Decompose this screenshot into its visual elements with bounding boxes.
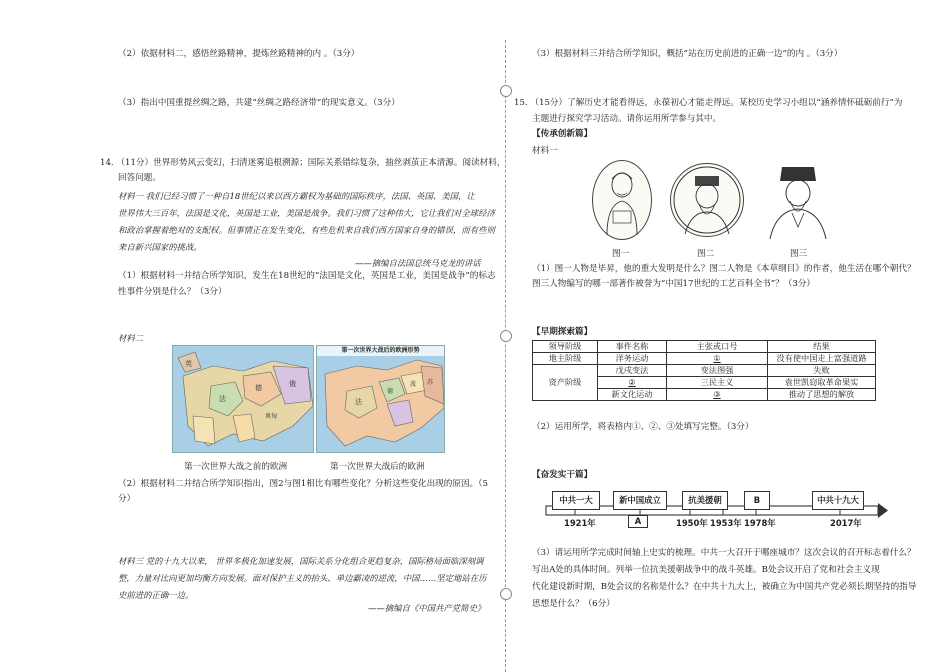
q15-part1-cont: 图三人物编写的哪一部著作被誉为“中国17世纪的工艺百科全书”？（3分）	[532, 279, 816, 289]
table-row	[533, 353, 876, 365]
map-europe-after-ww1	[316, 345, 445, 453]
portrait-bi-sheng	[592, 160, 652, 240]
material3-line3: 史前进的正确一边。	[118, 590, 194, 600]
q14-part2: （2）根据材料二并结合所学知识指出，图2与图1相比有哪些变化？分析这些变化出现的原因。（5	[118, 479, 488, 489]
map2-caption: 第一次世界大战后的欧洲	[330, 462, 425, 472]
portrait-song-yingxing	[762, 157, 834, 239]
map-title: 第一次世界大战后的欧洲形势	[317, 346, 444, 356]
svg-text:法: 法	[219, 395, 226, 403]
q15-part1: （1）图一人物是毕昇，他的重大发明是什么？图二人物是《本草纲目》的作者，他生活在哪个朝代？	[532, 264, 916, 274]
material1-label-right: 材料一	[532, 146, 558, 156]
material3-source: ——摘编自《中国共产党简史》	[368, 603, 486, 613]
timeline-event-box: 抗美援朝	[682, 491, 728, 510]
material3-line1: 材料三 党的十九大以来， 世界多极化加速发展，国际关系分化组合更趋复杂，国际格局面临深刻调	[118, 556, 484, 566]
table-cell: 没有使中国走上富强道路	[768, 353, 876, 365]
table-row	[533, 365, 876, 377]
table-cell: ②	[598, 377, 667, 389]
map-europe-before-ww1	[172, 345, 314, 453]
table-cell: 变法图强	[667, 365, 768, 377]
map1-caption: 第一次世界大战之前的欧洲	[184, 462, 288, 472]
timeline-event-box: 中共十九大	[812, 491, 864, 510]
q15-part3-l2: 写出A处的具体时间。列举一位抗美援朝战争中的战斗英雄。B处会议开启了党和社会主义现	[532, 565, 880, 575]
table-header-cell: 事件名称	[598, 341, 667, 353]
table-cell: ③	[667, 389, 768, 401]
column-divider	[505, 40, 506, 672]
material1-line2: 世界伟大三百年，法国是文化，英国是工业，美国是战争。我们习惯了这种伟大，它让我们对全球经济	[118, 208, 495, 218]
q15-part3-l4: 思想是什么？（6分）	[532, 599, 615, 609]
table-header-cell: 领导阶级	[533, 341, 598, 353]
svg-text:波: 波	[410, 381, 417, 388]
q13-part3: （3）指出中国重提丝绸之路，共建“丝绸之路经济带”的现实意义。（3分）	[118, 98, 400, 108]
timeline-event-box: 中共一大	[552, 491, 600, 510]
timeline-year: 1978年	[744, 518, 776, 528]
material1-line1: 材料一 我们已经习惯了一种自18世纪以来以西方霸权为基础的国际秩序，法国、英国、美国，让	[118, 191, 475, 201]
svg-text:苏: 苏	[427, 379, 434, 386]
timeline-event-box: 新中国成立	[613, 491, 667, 510]
table-cell: 推动了思想的解放	[768, 389, 876, 401]
q14-part1: （1）根据材料一并结合所学知识，发生在18世纪的“法国是文化，英国是工业，美国是战争”的标志	[118, 271, 496, 281]
timeline-year: 1921年	[564, 518, 596, 528]
svg-text:德: 德	[255, 384, 262, 392]
binding-hole	[500, 85, 512, 97]
figure2-label: 图二	[697, 249, 715, 259]
material1-line3: 和政治掌握着绝对的支配权。但事情正在发生变化，有些危机来自我们西方国家自身的错误，而有些则	[118, 225, 495, 235]
q15-heading: 15. （15分）了解历史才能看得远，永葆初心才能走得远。某校历史学习小组以“涵养情怀砥砺前行”为	[514, 98, 903, 108]
timeline-year: 1950年	[676, 518, 708, 528]
table-header-cell: 结果	[768, 341, 876, 353]
q14-part1-cont: 性事件分别是什么？（3分）	[118, 287, 227, 297]
svg-text:德: 德	[387, 388, 394, 395]
figure3-label: 图三	[790, 249, 808, 259]
timeline-year: 2017年	[830, 518, 862, 528]
table-header-cell: 主张或口号	[667, 341, 768, 353]
portrait-li-shizhen	[670, 163, 744, 237]
table-cell: 地主阶级	[533, 353, 598, 365]
timeline-year-a: A	[628, 515, 648, 528]
table-cell: 洋务运动	[598, 353, 667, 365]
q15-part3-l3: 代化建设新时期，B处会议的名称是什么？在中共十九大上，被确立为中国共产党必须长期坚持的指导	[532, 582, 917, 592]
material3-line2: 整，力量对比向更加均衡方向发展。面对保护主义的抬头、单边霸凌的逆流，中国……坚定地站在历	[118, 573, 487, 583]
table-cell: 戊戌变法	[598, 365, 667, 377]
section-inherit-innovate: 【传承创新篇】	[532, 129, 593, 139]
binding-hole	[500, 330, 512, 342]
table-cell: 袁世凯窃取革命果实	[768, 377, 876, 389]
svg-text:俄: 俄	[289, 380, 296, 388]
q15-part2: （2）运用所学，将表格内①、②、③处填写完整。（3分）	[532, 422, 754, 432]
timeline-year: 1953年	[710, 518, 742, 528]
q14-part2-cont: 分）	[118, 494, 136, 504]
table-header-row	[533, 341, 876, 353]
table-cell: 新文化运动	[598, 389, 667, 401]
material1-source: ——摘编自法国总统马克龙的讲话	[355, 258, 481, 268]
material2-label: 材料二	[118, 333, 144, 343]
timeline-event-box: B	[744, 491, 770, 510]
exploration-table	[532, 340, 876, 401]
table-cell: 失败	[768, 365, 876, 377]
q15-heading-cont: 主题进行探究学习活动。请你运用所学参与其中。	[532, 114, 722, 124]
material1-line4: 来自新兴国家的挑战。	[118, 242, 202, 252]
q14-heading-cont: 回答问题。	[118, 173, 161, 183]
svg-text:英: 英	[185, 360, 192, 368]
binding-hole	[500, 588, 512, 600]
q14-part3: （3）根据材料三并结合所学知识，概括“站在历史前进的正确一边”的内 。（3分）	[532, 49, 843, 59]
q14-heading: 14. （11分）世界形势风云变幻，扫清迷雾追根溯源；国际关系错综复杂，抽丝剥茧正本清源。阅读材料，	[100, 158, 506, 168]
table-cell: 资产阶级	[533, 365, 598, 401]
section-early-exploration: 【早期探索篇】	[532, 327, 593, 337]
figure1-label: 图一	[612, 249, 630, 259]
svg-text:法: 法	[355, 398, 362, 406]
q15-part3: （3）请运用所学完成时间轴上史实的梳理。中共一大召开于哪座城市？这次会议的召开标志着什么？	[532, 548, 916, 558]
table-cell: 三民主义	[667, 377, 768, 389]
q13-part2: （2）依据材料二，感悟丝路精神，提炼丝路精神的内 。（3分）	[118, 49, 360, 59]
table-cell: ①	[667, 353, 768, 365]
svg-text:奥匈: 奥匈	[265, 413, 278, 420]
section-hard-work: 【奋发实干篇】	[532, 470, 593, 480]
